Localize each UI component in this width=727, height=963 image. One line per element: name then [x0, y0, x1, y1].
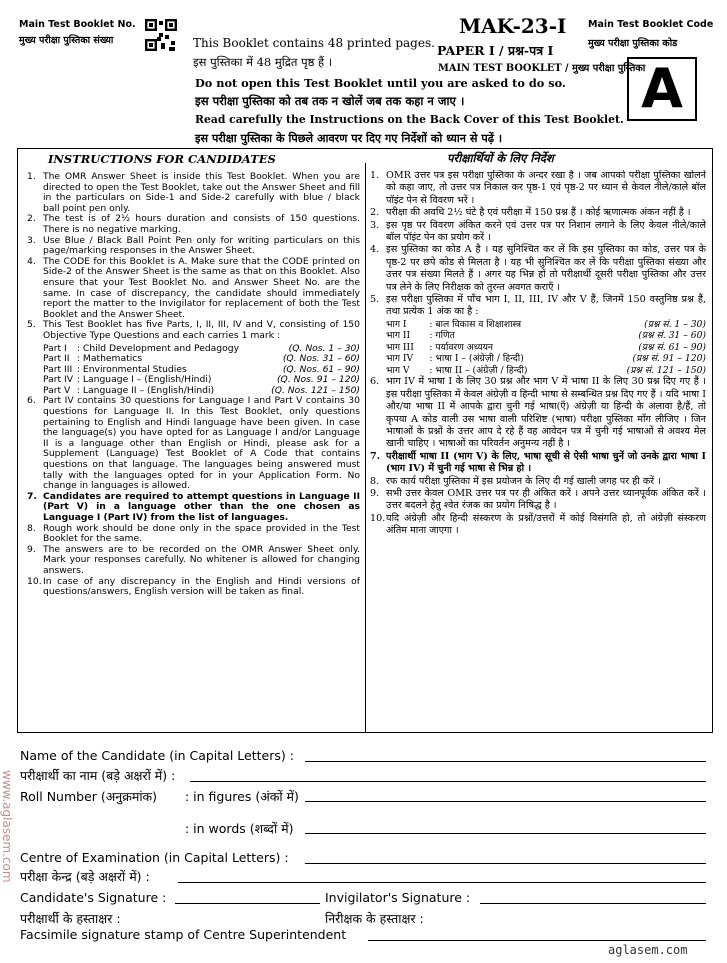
warn-hi: इस परीक्षा पुस्तिका को तब तक न खोलें जब तक कहा न जाए ।: [195, 94, 465, 108]
instruction-en-1: 1. The OMR Answer Sheet is inside this Test Booklet. When you are directed to open the Test Booklet, take out the Answer Sheet and fill in the particulars on Side-1 and Side-2 carefully with blue / black ball point pen only.: [27, 172, 360, 214]
part-row: भाग II : गणित (प्रश्न सं. 31 – 60): [386, 330, 706, 342]
warn-en: Do not open this Test Booklet until you are asked to do so.: [195, 76, 566, 90]
instructions-divider: [365, 163, 366, 733]
part-row: Part I : Child Development and Pedagogy (Q. Nos. 1 – 30): [43, 342, 360, 354]
parts-table-en: [43, 344, 360, 397]
part-row: भाग III : पर्यावरण अध्ययन (प्रश्न सं. 61 – 90): [386, 341, 706, 353]
candidate-name-label-hi: परीक्षार्थी का नाम (बड़े अक्षरों में) :: [20, 768, 176, 783]
part-row: Part V : Language II – (English/Hindi) (Q. Nos. 121 – 150): [43, 384, 360, 396]
candidate-name-label: Name of the Candidate (in Capital Letters) :: [20, 748, 294, 763]
roll-figures-field[interactable]: [305, 801, 706, 802]
candidate-name-field-2[interactable]: [190, 781, 706, 782]
facsimile-label: Facsimile signature stamp of Centre Superintendent: [20, 927, 347, 942]
instruction-hi-1: 1. OMR उत्तर पत्र इस परीक्षा पुस्तिका के अन्दर रखा है । जब आपको परीक्षा पुस्तिका खोलने को कहा जाए, तो उत्तर पत्र निकाल कर पृष्ठ-1 एवं पृष्ठ-2 पर ध्यान से केवल नीले/काले बॉल पॉइंट पेन से विवरण भरें ।: [370, 170, 706, 206]
instruction-hi-10: 10. यदि अंग्रेज़ी और हिन्दी संस्करण के प्रश्नों/उत्तरों में कोई विसंगति हो, तो अंग्रेज़ी संस्करण अंतिम माना जाएगा ।: [370, 512, 706, 537]
roll-figures-label: : in figures (अंकों में): [185, 789, 299, 804]
instruction-hi-8: 8. रफ कार्य परीक्षा पुस्तिका में इस प्रयोजन के लिए दी गई खाली जगह पर ही करें ।: [370, 475, 661, 487]
instruction-hi-7: 7. परीक्षार्थी भाषा II (भाग V) के लिए, भाषा सूची से ऐसी भाषा चुनें जो उनके द्वारा भाषा I (भाग IV) में चुनी गई भाषा से भिन्न हो ।: [370, 450, 706, 475]
instruction-en-7: 7. Candidates are required to attempt questions in Language II (Part V) in a language other than the one chosen as Language I (Part IV) from the list of languages.: [27, 490, 360, 523]
instruction-en-6: 6. Part IV contains 30 questions for Language I and Part V contains 30 questions for Language II. In this Test Booklet, only questions pertaining to English and Hindi language have been given. In case the language(s) you have opted for as Language I and/or Language II is a language other than English or Hindi, please ask for a Supplement (Language) Test Booklet of A Code that contains questions on that language. The languages being answered must tally with the languages opted for in your Application Form. No change in languages is allowed.: [27, 395, 360, 492]
instructions-title-hi: परीक्षार्थियों के लिए निर्देश: [447, 151, 554, 165]
instructions-hi-column: [370, 170, 706, 728]
code-title: MAK-23-I: [459, 14, 567, 38]
paper-label: PAPER I / प्रश्न-पत्र I: [437, 43, 554, 58]
pages-en: This Booklet contains 48 printed pages.: [193, 36, 435, 50]
booklet-code-box: A: [627, 57, 697, 121]
candidate-name-field[interactable]: [305, 761, 706, 762]
booklet-no-label: Main Test Booklet No.: [19, 19, 136, 30]
roll-words-label: : in words (शब्दों में): [185, 821, 294, 836]
part-row: Part III : Environmental Studies (Q. Nos. 61 – 90): [43, 363, 360, 375]
candidate-signature-label: Candidate's Signature :: [20, 890, 167, 905]
read-hi: इस परीक्षा पुस्तिका के पिछले आवरण पर दिए गए निर्देशों को ध्यान से पढ़ें ।: [195, 131, 503, 145]
qr-code-icon: [145, 19, 177, 51]
invigilator-signature-label-hi: निरीक्षक के हस्ताक्षर :: [325, 911, 424, 926]
instruction-hi-3: 3. इस पृष्ठ पर विवरण अंकित करने एवं उत्तर पत्र पर निशान लगाने के लिए केवल नीले/काले बॉल पॉइंट पेन का प्रयोग करें ।: [370, 219, 706, 244]
instruction-hi-2: 2. परीक्षा की अवधि 2½ घंटे है एवं परीक्षा में 150 प्रश्न हैं । कोई ऋणात्मक अंकन नहीं है ।: [370, 207, 691, 219]
instructions-title-en: INSTRUCTIONS FOR CANDIDATES: [48, 152, 276, 166]
instruction-hi-6: 6. भाग IV में भाषा I के लिए 30 प्रश्न और भाग V में भाषा II के लिए 30 प्रश्न दिए गए हैं । इस परीक्षा पुस्तिका में केवल अंग्रेज़ी व हिन्दी भाषा से सम्बन्धित प्रश्न दिए गए हैं । यदि भाषा I और/या भाषा II में आपके द्वारा चुनी गई भाषा(एँ) अंग्रेज़ी या हिन्दी के अलावा है/हैं, तो कृपया A कोड वाली उस भाषा वाली परिशिष्ट (भाषा) परीक्षा पुस्तिका माँग लीजिए । जिन भाषाओं के प्रश्नों के उत्तर आप दे रहे हैं वह आवेदन पत्र में चुनी गई भाषाओं से अवश्य मेल खानी चाहिए । भाषाओं का परिवर्तन अनुमन्य नहीं है ।: [370, 376, 706, 450]
instructions-en-column: [27, 172, 360, 728]
instruction-en-10: 10. In case of any discrepancy in the English and Hindi versions of questions/answers, English version will be taken as final.: [27, 575, 360, 598]
instruction-hi-5: 5. इस परीक्षा पुस्तिका में पाँच भाग I, II, III, IV और V हैं, जिनमें 150 वस्तुनिष्ठ प्रश्न हैं, तथा प्रत्येक 1 अंक का है : भाग I : बाल विकास व शिक्षाशास्त्र (प्रश्न सं. 1 – 30) भाग II : गणित (प्रश्न सं. 31 – 60) भाग III : पर्यावरण अध्ययन (प्रश्न सं. 61 – 90) भाग IV : भाषा I – (अंग्रेज़ी / हिन्दी) (प्रश्न सं. 91 – 120) भाग V : भाषा II – (अंग्रेज़ी / हिन्दी) (प्रश्न सं. 121 – 150): [370, 294, 706, 376]
centre-label: Centre of Examination (in Capital Letters) :: [20, 850, 289, 865]
instruction-en-4: 4. The CODE for this Booklet is A. Make sure that the CODE printed on Side-2 of the Answer Sheet is the same as that on this Booklet. Also ensure that your Test Booklet No. and Answer Sheet No. are the same. In case of discrepancy, the candidate should immediately report the matter to the Invigilator for replacement of both the Test Booklet and the Answer Sheet.: [27, 255, 360, 320]
side-watermark: www.aglasem.com: [0, 770, 14, 883]
parts-table-hi: [386, 319, 706, 377]
instruction-hi-4: 4. इस पुस्तिका का कोड A है । यह सुनिश्चित कर लें कि इस पुस्तिका का कोड, उत्तर पत्र के पृष्ठ-2 पर छपे कोड से मिलता है । यह भी सुनिश्चित कर लें कि परीक्षा पुस्तिका संख्या और उत्तर पत्र संख्या मिलते हैं । अगर यह भिन्न हों तो परीक्षार्थी दूसरी परीक्षा पुस्तिका और उत्तर पत्र लेने के लिए निरीक्षक को तुरन्त अवगत कराएँ ।: [370, 244, 706, 293]
instruction-en-2: 2. The test is of 2½ hours duration and consists of 150 questions. There is no negative marking.: [27, 213, 360, 235]
centre-field[interactable]: [305, 863, 706, 864]
roll-number-label: Roll Number (अनुक्रमांक): [20, 789, 158, 804]
invigilator-signature-label: Invigilator's Signature :: [325, 890, 471, 905]
centre-field-2[interactable]: [178, 882, 706, 883]
booklet-code-label-hi: मुख्य परीक्षा पुस्तिका कोड: [588, 38, 678, 49]
part-row: भाग IV : भाषा I – (अंग्रेज़ी / हिन्दी) (प्रश्न सं. 91 – 120): [386, 353, 706, 365]
centre-label-hi: परीक्षा केन्द्र (बड़े अक्षरों में) :: [20, 869, 150, 884]
facsimile-field[interactable]: [368, 940, 706, 941]
instruction-en-3: 3. Use Blue / Black Ball Point Pen only for writing particulars on this page/marking responses in the Answer Sheet.: [27, 234, 360, 257]
part-row: Part IV : Language I – (English/Hindi) (Q. Nos. 91 – 120): [43, 374, 360, 386]
booklet-no-label-hi: मुख्य परीक्षा पुस्तिका संख्या: [19, 35, 114, 46]
candidate-signature-field[interactable]: [175, 903, 320, 904]
part-row: Part II : Mathematics (Q. Nos. 31 – 60): [43, 353, 360, 365]
instruction-en-8: 8. Rough work should be done only in the space provided in the Test Booklet for the same.: [27, 522, 360, 545]
roll-words-field[interactable]: [305, 833, 706, 834]
read-en: Read carefully the Instructions on the Back Cover of this Test Booklet.: [195, 113, 624, 126]
instruction-hi-9: 9. सभी उत्तर केवल OMR उत्तर पत्र पर ही अंकित करें । अपने उत्तर ध्यानपूर्वक अंकित करें । उत्तर बदलने हेतु श्वेत रंजक का प्रयोग निषिद्ध है ।: [370, 488, 706, 512]
pages-hi: इस पुस्तिका में 48 मुद्रित पृष्ठ हैं ।: [193, 55, 333, 69]
invigilator-signature-field[interactable]: [480, 903, 706, 904]
candidate-signature-label-hi: परीक्षार्थी के हस्ताक्षर :: [20, 911, 121, 926]
instruction-en-9: 9. The answers are to be recorded on the OMR Answer Sheet only. Mark your responses carefully. No whitener is allowed for changing answers.: [27, 543, 360, 576]
part-row: भाग V : भाषा II – (अंग्रेज़ी / हिन्दी) (प्रश्न सं. 121 – 150): [386, 364, 706, 376]
booklet-code-label: Main Test Booklet Code: [588, 19, 714, 30]
part-row: भाग I : बाल विकास व शिक्षाशास्त्र (प्रश्न सं. 1 – 30): [386, 318, 706, 330]
footer-site: aglasem.com: [608, 943, 688, 957]
main-test-booklet: MAIN TEST BOOKLET / मुख्य परीक्षा पुस्तिका: [438, 63, 646, 74]
instruction-en-5: 5. This Test Booklet has five Parts, I, II, III, IV and V, consisting of 150 Objective Type Questions and each carries 1 mark : Part I : Child Development and Pedagogy (Q. Nos. 1 – 30) Part II : Mathematics (Q. Nos. 31 – 60) Part III : Environmental Studies (Q. Nos. 61 – 90) Part IV : Language I – (English/Hindi) (Q. Nos. 91 – 120) Part V : Language II – (English/Hindi) (Q. Nos. 121 – 150): [27, 319, 360, 396]
